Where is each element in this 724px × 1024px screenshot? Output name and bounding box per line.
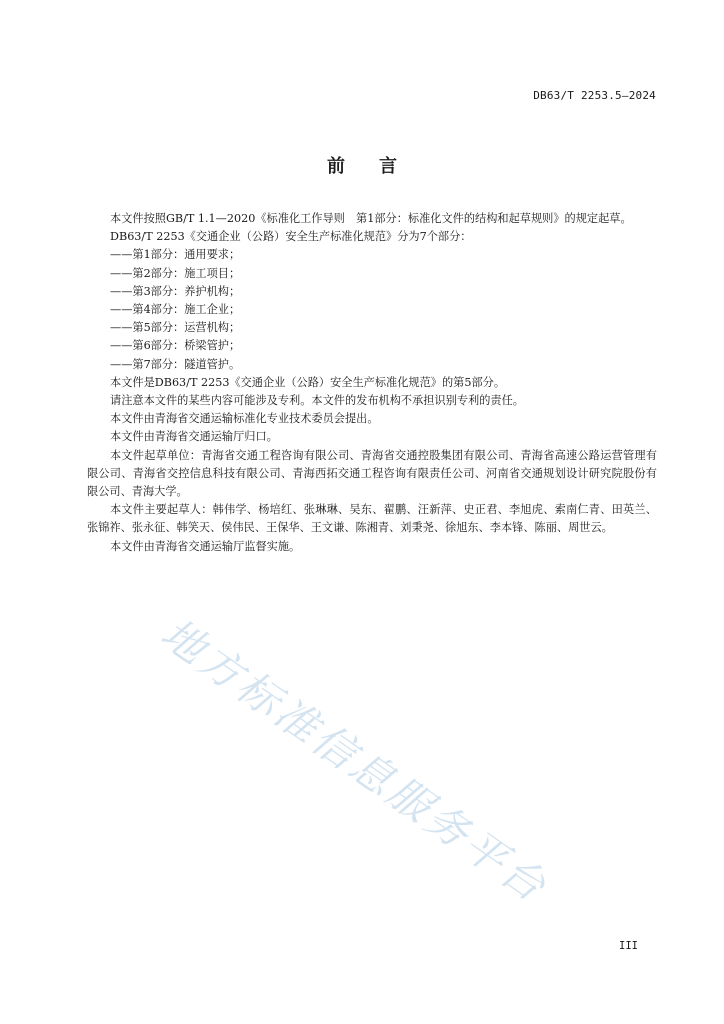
document-code: DB63/T 2253.5—2024 — [533, 89, 656, 102]
title-char-1: 前 — [327, 156, 345, 177]
paragraph-parts-intro: DB63/T 2253《交通企业（公路）安全生产标准化规范》分为7个部分： — [110, 230, 472, 244]
list-item-part-2: ——第2部分：施工项目； — [110, 266, 241, 280]
list-item-part-4: ——第4部分：施工企业； — [110, 303, 241, 317]
foreword-body — [87, 210, 657, 556]
page-number: III — [619, 940, 638, 952]
paragraph-drafting-units: 本文件起草单位：青海省交通工程咨询有限公司、青海省交通控股集团有限公司、青海省高速公路运营管理有限公司、青海省交控信息科技有限公司、青海西拓交通工程咨询有限责任公司、河南省交通规划设计研究院股份有限公司、青海大学。 — [87, 448, 657, 499]
watermark: 地方标准信息服务平台 — [152, 608, 558, 913]
list-item-part-7: ——第7部分：隧道管护。 — [110, 357, 241, 371]
list-item-part-6: ——第6部分：桥梁管护； — [110, 339, 241, 353]
list-item-part-1: ——第1部分：通用要求； — [110, 248, 241, 262]
paragraph-centralized-by: 本文件由青海省交通运输厅归口。 — [110, 430, 278, 444]
paragraph-supervision: 本文件由青海省交通运输厅监督实施。 — [110, 539, 301, 553]
paragraph-drafters: 本文件主要起草人：韩伟学、杨培红、张琳琳、吴东、翟鹏、汪新萍、史正君、李旭虎、索南仁青、田英兰、张锦祚、张永征、韩笑天、侯伟民、王保华、王文谦、陈湘青、刘秉尧、徐旭东、李本锋、陈丽、周世云。 — [87, 503, 657, 535]
paragraph-patent-notice: 请注意本文件的某些内容可能涉及专利。本文件的发布机构不承担识别专利的责任。 — [110, 394, 524, 408]
list-item-part-5: ——第5部分：运营机构； — [110, 321, 241, 335]
title-char-2: 言 — [379, 156, 397, 177]
page-title — [0, 152, 724, 178]
paragraph-drafting-rules: 本文件按照GB/T 1.1—2020《标准化工作导则 第1部分：标准化文件的结构和起草规则》的规定起草。 — [110, 212, 632, 225]
paragraph-proposed-by: 本文件由青海省交通运输标准化专业技术委员会提出。 — [110, 412, 379, 426]
list-item-part-3: ——第3部分：养护机构； — [110, 284, 241, 298]
paragraph-part-statement: 本文件是DB63/T 2253《交通企业（公路）安全生产标准化规范》的第5部分。 — [110, 375, 506, 389]
